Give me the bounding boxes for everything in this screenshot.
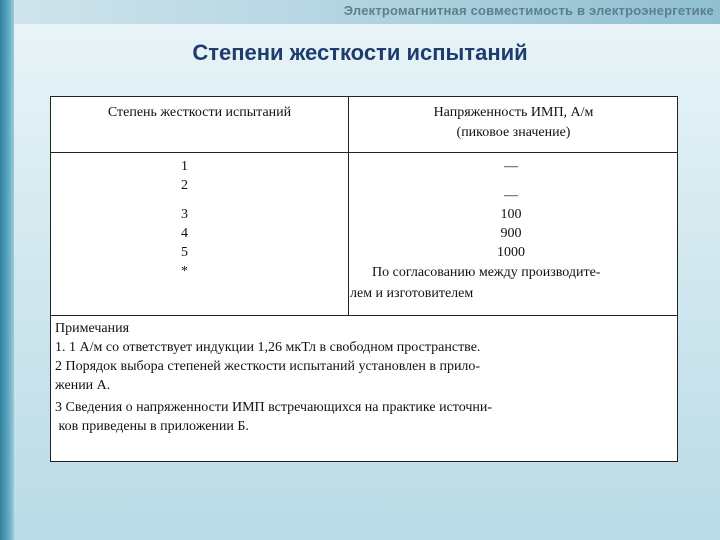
table-header-row (51, 97, 677, 153)
value-cell: — (504, 159, 518, 174)
col2-header (350, 103, 677, 143)
level-cell: 2 (181, 178, 188, 193)
value-cell: 900 (500, 226, 522, 241)
value-cell: 100 (500, 207, 522, 222)
top-header-band (14, 0, 720, 24)
col2-header-line2: (пиковое значение) (456, 125, 571, 140)
col2-header-line1: Напряженность ИМП, А/м (433, 105, 594, 120)
level-cell: 1 (181, 159, 188, 174)
level-cell: 5 (181, 245, 188, 260)
note-line: жении А. (55, 378, 111, 393)
slide-title: Степени жесткости испытаний (192, 40, 528, 65)
value-cell: — (504, 188, 518, 203)
left-decor-bar (0, 0, 14, 540)
notes-title: Примечания (55, 321, 130, 336)
level-cell: * (181, 264, 188, 279)
level-cell: 3 (181, 207, 188, 222)
note-line: 3 Сведения о напряженности ИМП встречающихся на практике источни- (55, 400, 493, 415)
table-body (51, 153, 677, 316)
level-cell: 4 (181, 226, 188, 241)
notes-section (55, 319, 675, 436)
value-cell-note-line2: лем и изготовителем (350, 286, 474, 301)
col1-header: Степень жесткости испытаний (107, 105, 292, 120)
note-line: 2 Порядок выбора степеней жесткости испытаний установлен в прило- (55, 359, 481, 374)
value-cell-note-line1: По согласованию между производите- (372, 265, 601, 280)
header-subject: Электромагнитная совместимость в электроэнергетике (343, 3, 714, 18)
note-line: 1. 1 А/м со ответствует индукции 1,26 мкТл в свободном пространстве. (55, 340, 481, 355)
document-table (50, 96, 678, 462)
value-cell: 1000 (497, 245, 525, 260)
note-line: ков приведены в приложении Б. (55, 419, 249, 434)
